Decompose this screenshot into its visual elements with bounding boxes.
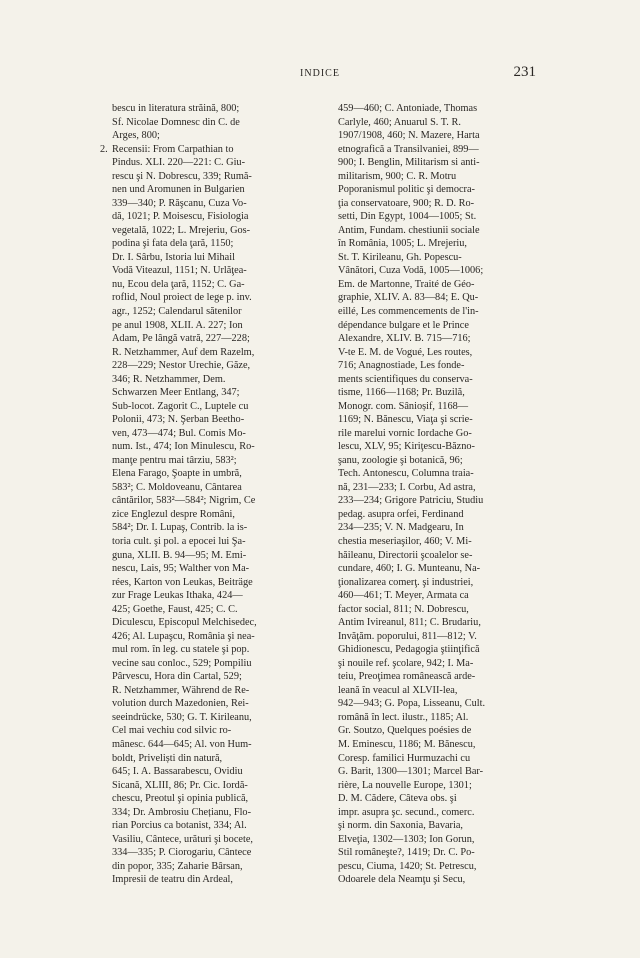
text-line: Polonii, 473; N. Şerban Beetho- [112,414,245,426]
text-line: bescu in literatura străină, 800; [112,103,240,114]
text-line: Gr. Soutzo, Quelques poésies de [338,725,472,737]
text-line: şanu, zoologie şi botanică, 96; [338,454,463,466]
text-line: Sicană, XLIII, 86; Pr. Cic. Iordă- [112,779,248,791]
text-line: Pindus. XLI. 220—221: C. Giu- [112,157,246,169]
text-line: Impresii de teatru din Ardeal, [112,874,233,886]
text-line: 459—460; C. Antoniade, Thomas [338,103,478,114]
text-line: 460—461; T. Meyer, Armata ca [338,590,469,602]
text-line: hăileanu, Directorii şcoalelor se- [338,549,473,561]
text-line: agr., 1252; Calendarul sătenilor [112,305,242,317]
text-line: şi nouile ref. şcolare, 942; I. Ma- [338,657,474,669]
text-line: militarism, 900; C. R. Motru [338,170,457,182]
text-line: 583²; C. Moldoveanu, Cântarea [112,481,242,493]
text-line: în România, 1005; L. Mrejeriu, [338,238,467,250]
page-number: 231 [513,64,536,80]
text-line: Tech. Antonescu, Columna traia- [338,468,474,480]
text-line: roflid, Noul proiect de lege p. inv. [112,292,252,304]
running-head [0,62,640,88]
text-line: 334—335; P. Ciorogariu, Cântece [112,847,252,859]
text-line: vegetală, 1022; L. Mrejeriu, Gos- [112,224,251,236]
text-line: Carlyle, 460; Anuarul S. T. R. [338,116,461,128]
text-line: V-te E. M. de Vogué, Les routes, [338,346,473,358]
text-line: Adam, Pe lângă vatră, 227—228; [112,333,250,345]
text-line: Antim Ivireanul, 811; C. Brudariu, [338,617,481,629]
text-line: rescu şi N. Dobrescu, 339; Rumă- [112,170,252,182]
text-line: etnografică a Transilvaniei, 899— [338,143,479,155]
text-line: tisme, 1166—1168; Pr. Buzilă, [338,387,465,399]
text-line: zur Frage Leukas Ithaka, 424— [112,590,243,602]
text-line: rées, Karton von Leukas, Beiträge [112,576,253,588]
text-line: Dr. I. Sârbu, Istoria lui Mihail [112,251,235,263]
text-line: 584²; Dr. I. Lupaş, Contrib. la is- [112,522,248,534]
text-line: nă, 231—233; I. Corbu, Ad astra, [338,481,476,493]
text-line: Elveţia, 1302—1303; Ion Gorun, [338,833,475,845]
text-line: M. Eminescu, 1186; M. Bănescu, [338,738,476,750]
text-line: ţionalizarea comerţ. şi industriei, [338,576,474,588]
text-line: teiu, Preoţimea românească arde- [338,671,476,683]
text-line: Invăţăm. poporului, 811—812; V. [338,630,477,642]
text-line: Arges, 800; [112,130,160,142]
text-line: Odoarele dela Neamţu şi Secu, [338,874,466,886]
text-line: română în lect. ilustr., 1185; Al. [338,711,469,723]
text-line: graphie, XLIV. A. 83—84; E. Qu- [338,292,479,304]
text-line: Vânători, Cuza Vodă, 1005—1006; [338,265,484,277]
text-line: Recensii: From Carpathian to [112,143,234,155]
text-line: eillé, Les commencements de l'in- [338,305,479,317]
text-line: Coresp. familici Hurmuzachi cu [338,752,471,764]
text-line: cântărilor, 583²—584²; Nigrim, Ce [112,495,256,507]
text-line: ţia conservatoare, 900; R. D. Ro- [338,197,475,209]
text-line: rian Porcius ca botanist, 334; Al. [112,820,247,832]
text-line: Antim, Fundam. chestiunii sociale [338,224,480,236]
text-line: 234—235; V. N. Madgearu, In [338,522,464,534]
text-line: volution durch Mazedonien, Rei- [112,698,249,710]
text-line: ven, 473—474; Bul. Comis Mo- [112,427,246,439]
text-line: nen und Aromunen in Bulgarien [112,184,245,196]
text-line: 425; Goethe, Faust, 425; C. C. [112,603,238,615]
text-line: 645; I. A. Bassarabescu, Ovidiu [112,766,243,778]
text-line: pedag. asupra orfei, Ferdinand [338,508,464,520]
text-line: leană în veacul al XLVII-lea, [338,684,458,696]
text-line: 426; Al. Lupaşcu, România şi nea- [112,630,255,642]
text-line: Sf. Nicolae Domnesc din C. de [112,116,240,128]
text-line: lescu, XLV, 95; Kiriţescu-Băzno- [338,441,475,453]
text-line: mânesc. 644—645; Al. von Hum- [112,738,252,750]
text-line: 346; R. Netzhammer, Dem. [112,373,226,385]
text-line: 339—340; P. Răşcanu, Cuza Vo- [112,197,247,209]
text-line: chescu, Preotul şi opinia publică, [112,793,249,805]
right-column [338,102,562,887]
text-line: şi norm. din Saxonia, Bavaria, [338,820,463,832]
text-line: R. Netzhammer, Auf dem Razelm, [112,346,255,358]
text-line: ments scientifiques du conserva- [338,373,473,385]
text-line: setti, Din Egypt, 1004—1005; St. [338,211,477,223]
text-line: factor social, 811; N. Dobrescu, [338,603,469,615]
text-line: Poporanismul politic şi democra- [338,184,475,196]
text-line: zice Englezul despre Români, [112,508,235,520]
text-line: nescu, Lais, 95; Walther von Ma- [112,563,250,575]
text-line: 228—229; Nestor Urechie, Găze, [112,360,251,372]
text-line: Alexandre, XLIV. B. 715—716; [338,333,471,345]
text-line: 716; Anagnostiade, Les fonde- [338,360,465,372]
text-line: 1169; N. Bănescu, Viaţa şi scrie- [338,414,473,426]
text-line: 334; Dr. Ambrosiu Chețianu, Flo- [112,806,252,818]
text-line: din popor, 335; Zaharie Bârsan, [112,860,243,872]
text-line: vecine sau conloc., 529; Pompiliu [112,657,252,669]
text-line: manţe pentru mai târziu, 583²; [112,454,237,466]
text-line: 233—234; Grigore Patriciu, Studiu [338,495,484,507]
text-line: Monogr. com. Sânioșif, 1168— [338,400,469,412]
text-line: 1907/1908, 460; N. Mazere, Harta [338,130,480,142]
text-line: Sub-locot. Zagorit C., Luptele cu [112,400,249,412]
text-line: 942—943; G. Popa, Lisseanu, Cult. [338,698,486,710]
text-line: guna, XLII. B. 94—95; M. Emi- [112,549,247,561]
text-line: dă, 1021; P. Moisescu, Fisiologia [112,211,249,223]
text-line: boldt, Priveliști din natură, [112,752,223,764]
left-column [100,102,336,887]
text-line: Pârvescu, Hora din Cartal, 529; [112,671,242,683]
text-line: R. Netzhammer, Während de Re- [112,684,250,696]
text-line: impr. asupra şc. secund., comerc. [338,806,475,818]
text-line: mul rom. în leg. cu statele şi pop. [112,644,250,656]
text-line: Em. de Martonne, Traité de Géo- [338,278,475,290]
text-line: Vasiliu, Cântece, urături şi bocete, [112,833,253,845]
text-line: Cel mai vechiu cod silvic ro- [112,725,232,737]
text-line: rile marelui vornic Iordache Go- [338,427,472,439]
text-line: num. Ist., 474; Ion Minulescu, Ro- [112,441,255,453]
text-line: chestia meseriaşilor, 460; V. Mi- [338,536,472,547]
text-line: seeindrücke, 530; G. T. Kirileanu, [112,711,252,723]
text-line: toria cult. şi pol. a epocei lui Şa- [112,536,246,547]
text-line: cundare, 460; I. G. Munteanu, Na- [338,563,481,575]
text-line: Ghidionescu, Pedagogia ştiinţifică [338,644,480,656]
text-line: pescu, Ciuma, 1420; St. Petrescu, [338,860,477,872]
text-line: St. T. Kirileanu, Gh. Popescu- [338,251,462,263]
text-line: Elena Farago, Şoapte in umbră, [112,468,242,480]
text-line: G. Barit, 1300—1301; Marcel Bar- [338,766,484,778]
text-line: Schwarzen Meer Entlang, 347; [112,387,240,399]
text-line: D. M. Cădere, Câteva obs. şi [338,793,457,805]
text-line: rière, La nouvelle Europe, 1301; [338,779,472,791]
text-line: Diculescu, Episcopul Melchisedec, [112,617,257,629]
text-line: Stil româneşte?, 1419; Dr. C. Po- [338,847,475,859]
text-line: nu, Ecou dela ţară, 1152; C. Ga- [112,278,245,290]
text-line: podina şi fata dela ţară, 1150; [112,238,234,250]
page-title: INDICE [300,68,340,79]
text-line: Vodă Viteazul, 1151; N. Urlăţea- [112,265,247,277]
list-item-number: 2. [100,143,108,155]
text-line: dépendance bulgare et le Prince [338,319,469,331]
text-line: 900; I. Benglin, Militarism si anti- [338,157,480,169]
text-line: pe anul 1908, XLII. A. 227; Ion [112,319,243,331]
